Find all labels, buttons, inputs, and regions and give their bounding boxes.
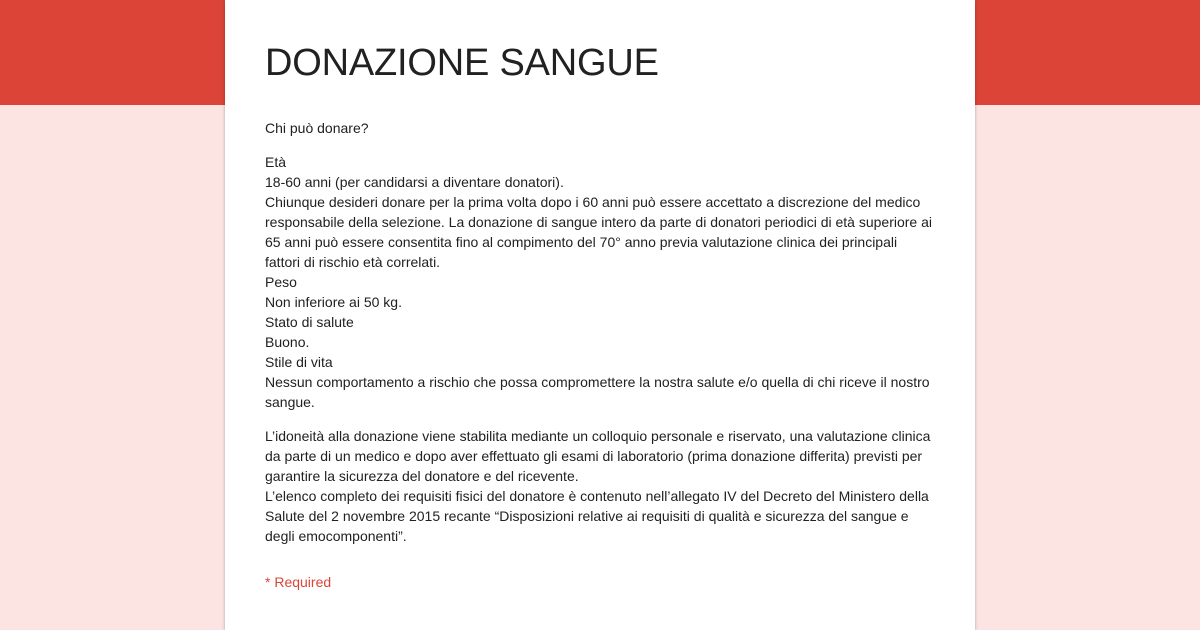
form-description (265, 118, 935, 546)
form-title: DONAZIONE SANGUE (265, 42, 659, 84)
age-range-text: 18-60 anni (per candidarsi a diventare donatori). (265, 174, 564, 190)
lifestyle-label: Stile di vita (265, 354, 333, 370)
health-value: Buono. (265, 334, 310, 350)
eligibility-text: L’idoneità alla donazione viene stabilita mediante un colloquio personale e riservato, una valutazione clinica da parte di un medico e dopo aver effettuato gli esami di laboratorio (prima donazione differita) previsti per garantire la sicurezza del donatore e del ricevente. (265, 428, 931, 484)
age-label: Età (265, 154, 287, 170)
weight-label: Peso (265, 274, 297, 290)
form-card (225, 0, 975, 630)
intro-text: Chi può donare? (265, 120, 369, 136)
weight-value: Non inferiore ai 50 kg. (265, 294, 402, 310)
lifestyle-value: Nessun comportamento a rischio che possa compromettere la nostra salute e/o quella di chi riceve il nostro sangue. (265, 374, 930, 410)
required-note: * Required (265, 574, 332, 590)
requirements-text: L’elenco completo dei requisiti fisici del donatore è contenuto nell’allegato IV del Decreto del Ministero della Salute del 2 novembre 2015 recante “Disposizioni relative ai requisiti di qualità e sicurezza del sangue e degli emocomponenti”. (265, 488, 929, 544)
health-label: Stato di salute (265, 314, 354, 330)
age-details-text: Chiunque desideri donare per la prima volta dopo i 60 anni può essere accettato a discrezione del medico responsabile della selezione. La donazione di sangue intero da parte di donatori periodici di età superiore ai 65 anni può essere consentita fino al compimento del 70° anno previa valutazione clinica dei principali fattori di rischio età correlati. (265, 194, 933, 270)
